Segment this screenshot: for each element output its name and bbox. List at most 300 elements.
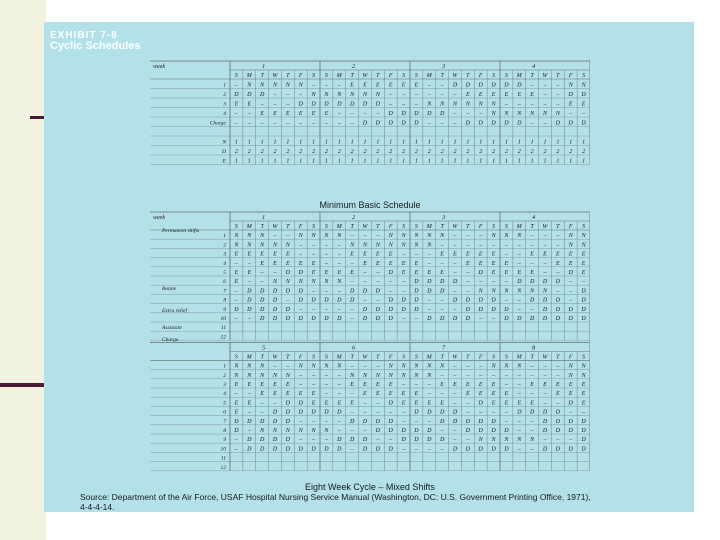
bottom-b-row-label: 5 bbox=[223, 400, 226, 407]
top-cell: N bbox=[272, 82, 278, 89]
bottom-a-cell: D bbox=[414, 297, 419, 304]
bottom-a-cell: E bbox=[376, 260, 380, 267]
bottom-a-cell: – bbox=[556, 270, 560, 276]
bottom-b-cell: N bbox=[285, 428, 290, 434]
bottom-a-day-letter: S bbox=[504, 224, 508, 230]
bottom-a-row-label: 9 bbox=[223, 306, 226, 313]
top-cell: D bbox=[414, 120, 419, 127]
bottom-b-day-letter: T bbox=[530, 354, 534, 361]
top-cell: 1 bbox=[312, 158, 316, 165]
bottom-a-cell: N bbox=[478, 288, 483, 295]
bottom-b-cell: E bbox=[491, 391, 496, 398]
bottom-a-cell: D bbox=[542, 297, 548, 304]
top-cell: 1 bbox=[402, 139, 406, 146]
top-cell: – bbox=[453, 92, 457, 98]
top-row-label: E bbox=[222, 158, 226, 165]
bottom-b-cell: N bbox=[491, 437, 496, 444]
bottom-b-cell: N bbox=[530, 437, 535, 444]
bottom-b-cell: D bbox=[388, 418, 393, 425]
bottom-a-week-label: week bbox=[153, 215, 165, 221]
bottom-a-cell: N bbox=[260, 233, 265, 240]
bottom-b-cell: – bbox=[517, 446, 521, 453]
top-cell: D bbox=[414, 111, 419, 117]
bottom-a-cell: N bbox=[504, 288, 509, 295]
bottom-a-cell: E bbox=[247, 251, 252, 258]
bottom-a-cell: N bbox=[324, 279, 329, 286]
bottom-b-cell: D bbox=[298, 409, 303, 416]
bottom-b-cell: – bbox=[299, 372, 303, 379]
bottom-a-cell: E bbox=[260, 260, 264, 267]
bottom-a-cell: – bbox=[337, 306, 341, 313]
top-cell: – bbox=[273, 92, 277, 98]
bottom-a-cell: – bbox=[466, 279, 470, 286]
bottom-b-cell: – bbox=[517, 391, 521, 398]
bottom-a-cell: – bbox=[234, 297, 238, 304]
bottom-a-day-letter: W bbox=[452, 224, 458, 230]
bottom-a-cell: – bbox=[517, 306, 521, 313]
bottom-a-cell: – bbox=[247, 316, 251, 322]
bottom-b-cell: N bbox=[260, 428, 265, 434]
top-cell: E bbox=[324, 111, 329, 117]
bottom-b-cell: N bbox=[517, 363, 522, 370]
bottom-b-cell: E bbox=[350, 382, 354, 388]
top-cell: N bbox=[491, 111, 496, 117]
bottom-b-day-letter: W bbox=[272, 354, 278, 361]
bottom-b-cell: D bbox=[272, 418, 278, 425]
bottom-b-cell: – bbox=[440, 428, 444, 434]
bottom-b-cell: D bbox=[414, 437, 419, 444]
bottom-a-cell: N bbox=[234, 242, 239, 249]
top-cell: 2 bbox=[556, 149, 560, 155]
bottom-a-cell: N bbox=[298, 279, 303, 286]
bottom-a-cell: – bbox=[350, 233, 354, 240]
bottom-b-cell: N bbox=[350, 372, 355, 379]
bottom-a-cell: D bbox=[504, 316, 509, 322]
bottom-a-day-letter: M bbox=[246, 224, 252, 230]
bottom-b-cell: E bbox=[234, 382, 239, 388]
top-cell: D bbox=[581, 92, 586, 98]
bottom-a-day-letter: S bbox=[312, 224, 316, 230]
group-label: Permanent shifts bbox=[162, 228, 200, 234]
caption-minimum-basic: Minimum Basic Schedule bbox=[319, 200, 421, 210]
bottom-a-cell: D bbox=[555, 306, 561, 313]
bottom-b-cell: N bbox=[401, 372, 406, 379]
bottom-a-cell: D bbox=[427, 288, 432, 295]
bottom-a-cell: – bbox=[389, 279, 393, 286]
top-cell: 2 bbox=[504, 149, 508, 155]
top-cell: – bbox=[427, 120, 431, 127]
bottom-a-row-label: 5 bbox=[223, 270, 226, 276]
bottom-b-cell: – bbox=[569, 409, 573, 416]
bottom-b-cell: D bbox=[568, 418, 573, 425]
top-cell: 1 bbox=[273, 158, 277, 165]
top-cell: 1 bbox=[530, 158, 534, 165]
top-cell: – bbox=[556, 101, 560, 108]
bottom-b-cell: – bbox=[530, 428, 534, 434]
bottom-b-day-letter: S bbox=[492, 354, 496, 361]
bottom-a-cell: E bbox=[234, 251, 239, 258]
bottom-a-cell: E bbox=[427, 270, 432, 276]
bottom-b-row-label: 10 bbox=[220, 446, 226, 453]
bottom-b-cell: – bbox=[492, 409, 496, 416]
bottom-b-cell: – bbox=[247, 391, 251, 398]
bottom-a-cell: – bbox=[286, 297, 290, 304]
bottom-a-cell: D bbox=[491, 297, 496, 304]
bottom-b-cell: – bbox=[324, 391, 328, 398]
bottom-a-day-letter: T bbox=[466, 224, 470, 230]
bottom-b-cell: D bbox=[247, 418, 252, 425]
top-row-label: 3 bbox=[223, 101, 226, 108]
bottom-a-cell: D bbox=[542, 306, 548, 313]
bottom-b-cell: E bbox=[491, 400, 496, 407]
bottom-b-cell: – bbox=[453, 400, 457, 407]
top-cell: 2 bbox=[299, 149, 303, 155]
bottom-a-cell: N bbox=[285, 279, 290, 286]
bottom-b-cell: E bbox=[466, 382, 470, 388]
bottom-b-cell: D bbox=[234, 428, 239, 434]
bottom-b-cell: E bbox=[247, 400, 252, 407]
bottom-b-cell: – bbox=[440, 446, 444, 453]
top-cell: 1 bbox=[350, 139, 354, 146]
bottom-a-cell: D bbox=[581, 316, 586, 322]
bottom-b-cell: D bbox=[259, 437, 265, 444]
bottom-a-cell: N bbox=[362, 242, 368, 249]
top-cell: 1 bbox=[286, 139, 290, 146]
bottom-b-cell: E bbox=[401, 400, 406, 407]
bottom-a-cell: N bbox=[337, 279, 342, 286]
bottom-b-cell: D bbox=[465, 418, 471, 425]
bottom-a-cell: – bbox=[260, 279, 264, 286]
bottom-a-cell: N bbox=[568, 242, 573, 249]
top-cell: – bbox=[350, 111, 354, 117]
bottom-a-cell: – bbox=[556, 242, 560, 249]
bottom-a-day-letter: T bbox=[286, 224, 290, 230]
bottom-b-cell: E bbox=[530, 400, 534, 407]
bottom-a-cell: D bbox=[324, 316, 329, 322]
bottom-b-cell: E bbox=[388, 391, 393, 398]
bottom-b-cell: – bbox=[376, 363, 380, 370]
top-day-letter: T bbox=[466, 73, 470, 79]
bottom-b-cell: D bbox=[388, 446, 393, 453]
top-cell: D bbox=[465, 120, 471, 127]
top-cell: D bbox=[388, 111, 393, 117]
bottom-b-cell: – bbox=[453, 437, 457, 444]
top-cell: – bbox=[234, 82, 238, 89]
top-cell: – bbox=[312, 120, 316, 127]
bottom-a-cell: – bbox=[234, 288, 238, 295]
bottom-a-row-label: 3 bbox=[223, 251, 226, 258]
bottom-a-day-letter: F bbox=[298, 224, 303, 230]
bottom-a-cell: D bbox=[259, 288, 265, 295]
bottom-a-cell: E bbox=[581, 260, 586, 267]
bottom-a-cell: D bbox=[388, 270, 393, 276]
bottom-b-cell: D bbox=[504, 446, 509, 453]
bottom-a-day-letter: W bbox=[272, 224, 278, 230]
bottom-a-cell: D bbox=[337, 297, 342, 304]
bottom-b-day-letter: T bbox=[286, 354, 290, 361]
bottom-b-cell: D bbox=[439, 418, 445, 425]
top-cell: 1 bbox=[504, 158, 508, 165]
bottom-a-cell: E bbox=[363, 251, 367, 258]
bottom-a-cell: – bbox=[427, 260, 431, 267]
bottom-b-cell: E bbox=[504, 400, 509, 407]
bottom-b-cell: – bbox=[273, 400, 277, 407]
top-cell: D bbox=[491, 82, 496, 89]
bottom-b-cell: D bbox=[542, 428, 548, 434]
bottom-b-cell: D bbox=[427, 409, 432, 416]
bottom-b-cell: N bbox=[234, 363, 239, 370]
top-cell: 1 bbox=[479, 139, 483, 146]
bottom-b-cell: – bbox=[402, 409, 406, 416]
bottom-b-cell: E bbox=[543, 382, 547, 388]
bottom-a-day-letter: F bbox=[478, 224, 483, 230]
bottom-a-week-number: 2 bbox=[352, 215, 356, 221]
top-cell: D bbox=[439, 111, 445, 117]
bottom-a-cell: D bbox=[491, 306, 496, 313]
top-cell: E bbox=[273, 111, 277, 117]
top-cell: 1 bbox=[556, 158, 560, 165]
bottom-b-cell: – bbox=[337, 418, 341, 425]
bottom-b-cell: N bbox=[324, 363, 329, 370]
bottom-a-cell: D bbox=[234, 306, 239, 313]
top-day-letter: W bbox=[452, 73, 458, 79]
bottom-a-cell: D bbox=[504, 306, 509, 313]
top-cell: D bbox=[259, 92, 265, 98]
top-cell: – bbox=[440, 92, 444, 98]
bottom-a-cell: – bbox=[440, 306, 444, 313]
top-day-letter: S bbox=[414, 73, 418, 79]
exhibit-panel bbox=[44, 22, 694, 512]
bottom-a-cell: D bbox=[375, 288, 381, 295]
bottom-b-cell: D bbox=[362, 418, 368, 425]
bottom-b-week-number: 7 bbox=[442, 345, 446, 352]
bottom-b-cell: D bbox=[568, 446, 573, 453]
top-cell: D bbox=[234, 92, 239, 98]
bottom-a-cell: D bbox=[311, 297, 316, 304]
top-cell: 2 bbox=[312, 149, 316, 155]
bottom-a-cell: D bbox=[568, 306, 573, 313]
bottom-a-cell: E bbox=[350, 270, 354, 276]
bottom-b-cell: E bbox=[350, 400, 354, 407]
bottom-a-row-label: 8 bbox=[223, 297, 226, 304]
bottom-b-cell: E bbox=[234, 400, 239, 407]
bottom-b-row-label: 1 bbox=[223, 363, 226, 370]
bottom-b-cell: – bbox=[543, 437, 547, 444]
top-cell: 1 bbox=[350, 158, 354, 165]
bottom-a-cell: – bbox=[363, 297, 367, 304]
bottom-a-day-letter: S bbox=[402, 224, 406, 230]
top-cell: 1 bbox=[453, 139, 457, 146]
bottom-a-cell: – bbox=[350, 279, 354, 286]
bottom-b-cell: D bbox=[478, 446, 483, 453]
top-cell: – bbox=[543, 120, 547, 127]
bottom-b-row-label: 7 bbox=[223, 418, 226, 425]
bottom-a-cell: – bbox=[402, 279, 406, 286]
top-cell: 1 bbox=[389, 158, 393, 165]
bottom-b-row-label: 8 bbox=[223, 428, 226, 434]
bottom-a-week-number: 3 bbox=[442, 215, 446, 221]
bottom-b-cell: E bbox=[440, 400, 444, 407]
top-cell: – bbox=[530, 82, 534, 89]
bottom-a-cell: – bbox=[324, 288, 328, 295]
bottom-b-cell: D bbox=[542, 418, 548, 425]
bottom-b-cell: – bbox=[299, 418, 303, 425]
bottom-a-cell: – bbox=[530, 260, 534, 267]
top-cell: N bbox=[568, 82, 573, 89]
bottom-b-cell: E bbox=[568, 382, 573, 388]
bottom-a-cell: – bbox=[440, 260, 444, 267]
top-cell: E bbox=[363, 82, 367, 89]
bottom-a-cell: – bbox=[350, 260, 354, 267]
top-row-label: 4 bbox=[223, 111, 226, 117]
top-cell: N bbox=[427, 101, 432, 108]
top-cell: – bbox=[273, 101, 277, 108]
bottom-a-cell: D bbox=[529, 279, 535, 286]
top-cell: 1 bbox=[440, 158, 444, 165]
bottom-b-cell: – bbox=[312, 372, 316, 379]
bottom-b-cell: E bbox=[517, 400, 522, 407]
top-cell: – bbox=[466, 111, 470, 117]
bottom-b-cell: – bbox=[402, 446, 406, 453]
bottom-b-cell: E bbox=[440, 382, 444, 388]
top-cell: N bbox=[247, 82, 252, 89]
top-week-number: 4 bbox=[532, 64, 536, 70]
top-cell: N bbox=[260, 82, 265, 89]
top-cell: E bbox=[517, 92, 522, 98]
top-cell: E bbox=[504, 92, 509, 98]
bottom-a-cell: E bbox=[337, 270, 342, 276]
bottom-a-cell: – bbox=[479, 233, 483, 240]
bottom-a-cell: D bbox=[324, 297, 329, 304]
bottom-b-cell: N bbox=[285, 372, 290, 379]
bottom-b-cell: – bbox=[389, 409, 393, 416]
bottom-a-cell: D bbox=[452, 297, 458, 304]
bottom-a-week-number: 4 bbox=[532, 215, 536, 221]
bottom-a-cell: N bbox=[401, 233, 406, 240]
top-cell: N bbox=[311, 92, 316, 98]
top-cell: E bbox=[530, 92, 534, 98]
bottom-a-cell: – bbox=[453, 270, 457, 276]
bottom-a-cell: E bbox=[491, 251, 496, 258]
top-row-label: Charge bbox=[209, 120, 226, 127]
bottom-b-cell: E bbox=[363, 391, 367, 398]
bottom-a-row-label: 2 bbox=[223, 242, 226, 249]
decorative-rule-bottom bbox=[0, 383, 44, 387]
bottom-b-cell: N bbox=[427, 363, 432, 370]
bottom-b-cell: – bbox=[299, 437, 303, 444]
bottom-b-day-letter: S bbox=[234, 354, 238, 361]
group-label: Rotate bbox=[162, 286, 177, 292]
bottom-b-cell: N bbox=[581, 372, 586, 379]
bottom-a-cell: D bbox=[427, 316, 432, 322]
bottom-b-cell: D bbox=[337, 446, 342, 453]
top-day-letter: T bbox=[530, 73, 534, 79]
bottom-b-cell: – bbox=[504, 418, 508, 425]
bottom-b-cell: D bbox=[465, 428, 471, 434]
bottom-b-day-letter: W bbox=[452, 354, 458, 361]
bottom-a-day-letter: S bbox=[234, 224, 238, 230]
bottom-a-cell: D bbox=[452, 279, 458, 286]
bottom-b-cell: – bbox=[363, 363, 367, 370]
bottom-a-cell: – bbox=[273, 233, 277, 240]
bottom-a-cell: – bbox=[466, 242, 470, 249]
top-cell: 1 bbox=[337, 139, 341, 146]
top-cell: N bbox=[504, 111, 509, 117]
bottom-b-cell: E bbox=[556, 382, 560, 388]
top-cell: 2 bbox=[569, 149, 573, 155]
top-day-letter: S bbox=[312, 73, 316, 79]
top-cell: E bbox=[466, 92, 470, 98]
bottom-b-week-number: 6 bbox=[352, 345, 356, 352]
bottom-b-cell: N bbox=[324, 428, 329, 434]
bottom-a-cell: N bbox=[440, 233, 445, 240]
bottom-b-cell: E bbox=[286, 382, 290, 388]
bottom-a-cell: – bbox=[427, 297, 431, 304]
bottom-b-cell: E bbox=[581, 391, 586, 398]
top-cell: – bbox=[260, 120, 264, 127]
top-cell: – bbox=[402, 101, 406, 108]
bottom-a-cell: E bbox=[581, 251, 586, 258]
bottom-b-cell: N bbox=[414, 372, 419, 379]
top-cell: 2 bbox=[453, 149, 457, 155]
bottom-b-cell: – bbox=[324, 382, 328, 388]
bottom-b-cell: N bbox=[337, 363, 342, 370]
top-cell: – bbox=[260, 101, 264, 108]
bottom-a-cell: D bbox=[298, 270, 303, 276]
top-cell: E bbox=[581, 101, 586, 108]
bottom-b-cell: N bbox=[491, 363, 496, 370]
top-cell: 1 bbox=[517, 139, 521, 146]
bottom-b-cell: D bbox=[465, 446, 471, 453]
bottom-a-cell: – bbox=[556, 288, 560, 295]
bottom-b-cell: – bbox=[234, 391, 238, 398]
top-cell: E bbox=[260, 111, 264, 117]
bottom-a-cell: E bbox=[504, 260, 509, 267]
bottom-a-cell: – bbox=[299, 251, 303, 258]
top-cell: – bbox=[543, 92, 547, 98]
top-row-label: 2 bbox=[223, 92, 226, 98]
bottom-b-cell: – bbox=[427, 446, 431, 453]
bottom-a-cell: N bbox=[247, 233, 252, 240]
bottom-a-cell: – bbox=[453, 288, 457, 295]
bottom-a-day-letter: M bbox=[516, 224, 522, 230]
top-cell: 1 bbox=[543, 139, 547, 146]
top-cell: D bbox=[478, 82, 483, 89]
bottom-b-day-letter: F bbox=[478, 354, 483, 361]
exhibit-heading bbox=[50, 30, 141, 52]
bottom-b-cell: D bbox=[542, 446, 548, 453]
top-cell: – bbox=[299, 92, 303, 98]
bottom-b-cell: D bbox=[362, 446, 368, 453]
top-cell: 1 bbox=[247, 139, 251, 146]
bottom-b-day-letter: F bbox=[388, 354, 393, 361]
top-day-letter: S bbox=[492, 73, 496, 79]
bottom-a-cell: E bbox=[568, 260, 573, 267]
bottom-b-cell: D bbox=[555, 409, 561, 416]
bottom-a-cell: E bbox=[453, 251, 457, 258]
bottom-a-cell: – bbox=[530, 233, 534, 240]
bottom-b-cell: N bbox=[311, 428, 316, 434]
bottom-b-cell: D bbox=[362, 437, 368, 444]
source-note: Source: Department of the Air Force, USAF Hospital Nursing Service Manual (Washington, DC: U.S. Government Printing Office, 1971), 4-4-4-14. bbox=[80, 492, 591, 512]
bottom-b-cell: D bbox=[491, 428, 496, 434]
bottom-b-day-letter: T bbox=[260, 354, 264, 361]
bottom-b-cell: D bbox=[427, 428, 432, 434]
top-cell: – bbox=[582, 111, 586, 117]
bottom-b-cell: D bbox=[517, 409, 522, 416]
bottom-a-cell: D bbox=[285, 270, 291, 276]
top-cell: 1 bbox=[234, 158, 238, 165]
